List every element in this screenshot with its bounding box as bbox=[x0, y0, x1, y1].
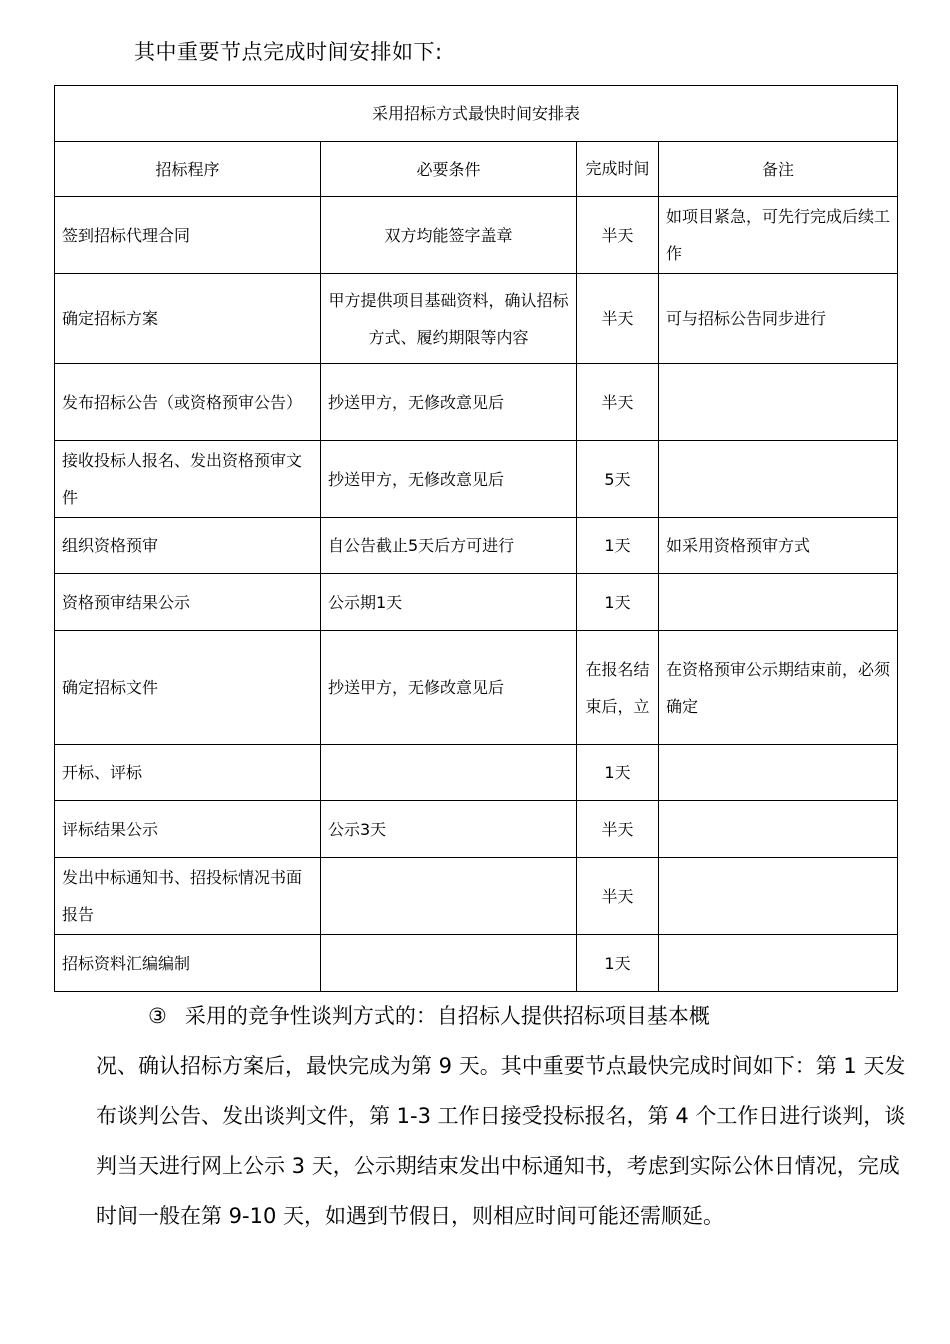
cell-time: 1天 bbox=[577, 935, 659, 992]
cell-time: 半天 bbox=[577, 858, 659, 935]
cell-condition: 抄送甲方，无修改意见后 bbox=[321, 441, 577, 518]
header-procedure: 招标程序 bbox=[55, 142, 321, 197]
cell-time: 半天 bbox=[577, 274, 659, 364]
paragraph-first-line bbox=[96, 991, 906, 1041]
table-row bbox=[55, 935, 898, 992]
cell-condition bbox=[321, 745, 577, 801]
cell-condition: 自公告截止5天后方可进行 bbox=[321, 518, 577, 574]
cell-condition bbox=[321, 858, 577, 935]
cell-condition: 公示3天 bbox=[321, 801, 577, 858]
table-caption: 采用招标方式最快时间安排表 bbox=[55, 86, 898, 142]
cell-note: 可与招标公告同步进行 bbox=[659, 274, 898, 364]
cell-time: 半天 bbox=[577, 801, 659, 858]
table-row bbox=[55, 745, 898, 801]
cell-condition: 抄送甲方，无修改意见后 bbox=[321, 364, 577, 441]
cell-time: 半天 bbox=[577, 364, 659, 441]
cell-time: 1天 bbox=[577, 745, 659, 801]
cell-procedure: 评标结果公示 bbox=[55, 801, 321, 858]
cell-procedure: 开标、评标 bbox=[55, 745, 321, 801]
table-row bbox=[55, 858, 898, 935]
cell-procedure: 发布招标公告（或资格预审公告） bbox=[55, 364, 321, 441]
table-row bbox=[55, 518, 898, 574]
negotiation-paragraph bbox=[96, 991, 906, 1241]
header-note: 备注 bbox=[659, 142, 898, 197]
cell-note bbox=[659, 745, 898, 801]
paragraph-body: 况、确认招标方案后，最快完成为第 9 天。其中重要节点最快完成时间如下：第 1 天发布谈判公告、发出谈判文件，第 1-3 工作日接受投标报名，第 4 个工作日进行谈判，谈判当天进行网上公示 3 天，公示期结束发出中标通知书，考虑到实际公休日情况，完成时间一般在第 9-10 天，如遇到节假日，则相应时间可能还需顺延。 bbox=[96, 1054, 906, 1228]
cell-note: 如采用资格预审方式 bbox=[659, 518, 898, 574]
cell-note: 如项目紧急，可先行完成后续工作 bbox=[659, 197, 898, 274]
table-header-row bbox=[55, 142, 898, 197]
intro-line: 其中重要节点完成时间安排如下: bbox=[134, 40, 443, 64]
cell-note bbox=[659, 364, 898, 441]
cell-condition bbox=[321, 935, 577, 992]
table-row bbox=[55, 197, 898, 274]
circled-number-marker: ③ bbox=[148, 1004, 167, 1028]
table-caption-row bbox=[55, 86, 898, 142]
cell-note bbox=[659, 801, 898, 858]
cell-note: 在资格预审公示期结束前，必须确定 bbox=[659, 631, 898, 745]
cell-time: 5天 bbox=[577, 441, 659, 518]
cell-time: 1天 bbox=[577, 574, 659, 631]
table-row bbox=[55, 441, 898, 518]
cell-time: 半天 bbox=[577, 197, 659, 274]
cell-note bbox=[659, 935, 898, 992]
cell-procedure: 资格预审结果公示 bbox=[55, 574, 321, 631]
cell-procedure: 确定招标方案 bbox=[55, 274, 321, 364]
table-row bbox=[55, 631, 898, 745]
header-time: 完成时间 bbox=[577, 142, 659, 197]
cell-procedure: 确定招标文件 bbox=[55, 631, 321, 745]
cell-condition: 公示期1天 bbox=[321, 574, 577, 631]
cell-procedure: 发出中标通知书、招投标情况书面报告 bbox=[55, 858, 321, 935]
cell-procedure: 招标资料汇编编制 bbox=[55, 935, 321, 992]
table-row bbox=[55, 574, 898, 631]
schedule-table bbox=[54, 85, 898, 992]
paragraph-first-text: 采用的竞争性谈判方式的：自招标人提供招标项目基本概 bbox=[184, 1004, 710, 1028]
cell-procedure: 组织资格预审 bbox=[55, 518, 321, 574]
table-row bbox=[55, 274, 898, 364]
cell-procedure: 签到招标代理合同 bbox=[55, 197, 321, 274]
header-condition: 必要条件 bbox=[321, 142, 577, 197]
cell-condition: 双方均能签字盖章 bbox=[321, 197, 577, 274]
cell-note bbox=[659, 441, 898, 518]
table-row bbox=[55, 364, 898, 441]
cell-note bbox=[659, 574, 898, 631]
cell-condition: 甲方提供项目基础资料，确认招标方式、履约期限等内容 bbox=[321, 274, 577, 364]
cell-condition: 抄送甲方，无修改意见后 bbox=[321, 631, 577, 745]
cell-time: 在报名结束后，立 bbox=[577, 631, 659, 745]
cell-time: 1天 bbox=[577, 518, 659, 574]
cell-note bbox=[659, 858, 898, 935]
cell-procedure: 接收投标人报名、发出资格预审文件 bbox=[55, 441, 321, 518]
table-row bbox=[55, 801, 898, 858]
